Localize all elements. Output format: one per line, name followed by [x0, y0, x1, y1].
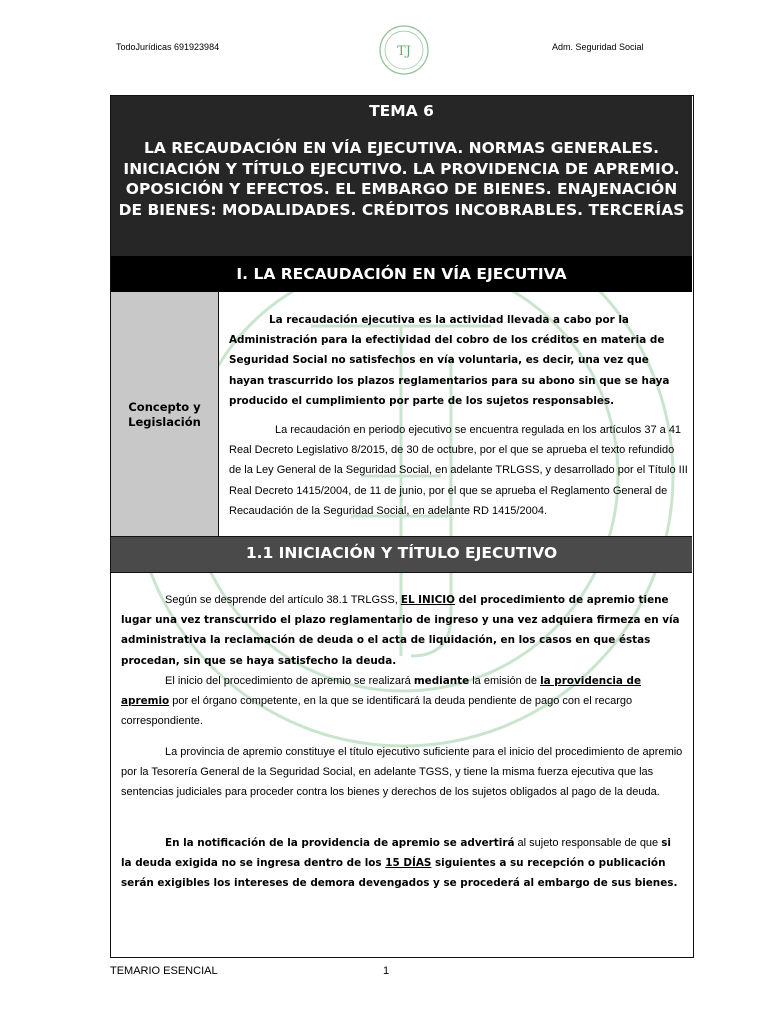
concept-paragraph: La recaudación ejecutiva es la actividad llevada a cabo por la Administración para la efectividad del cobro de los créditos en materia de Seguridad Social no satisfechos en vía voluntaria, es decir, una vez que hayan trascurrido los plazos reglamentarios para su abono sin que se haya producido el cumplimiento por parte de los sujetos responsables.	[229, 314, 670, 407]
section-heading: I. LA RECAUDACIÓN EN VÍA EJECUTIVA	[111, 256, 692, 292]
logo-seal-icon	[378, 24, 430, 76]
legislation-paragraph: La recaudación en periodo ejecutivo se encuentra regulada en los artículos 37 a 41 Real Decreto Legislativo 8/2015, de 30 de octubre, por el que se aprueba el texto refundido de la Ley General de la Seguridad Social, en adelante TRLGSS, y desarrollado por el Título III Real Decreto 1415/2004, de 11 de junio, por el que se aprueba el Reglamento General de Recaudación de la Seguridad Social, en adelante RD 1415/2004.	[229, 424, 688, 517]
topic-number: TEMA 6	[369, 102, 434, 120]
footer-title: TEMARIO ESENCIAL	[110, 965, 218, 977]
side-label: Concepto y Legislación	[128, 400, 201, 429]
header-right-text: Adm. Seguridad Social	[552, 42, 644, 52]
header-left-text: TodoJurídicas 691923984	[116, 42, 220, 52]
topic-header	[111, 96, 692, 256]
notification-paragraph: En la notificación de la providencia de apremio se advertirá al sujeto responsable de que si la deuda exigida no se ingresa dentro de los 15 DÍAS siguientes a su recepción o publicación serán exigibles los intereses de demora devengados y se procederá al embargo de sus bienes.	[121, 837, 678, 890]
subsection-heading: 1.1 INICIACIÓN Y TÍTULO EJECUTIVO	[111, 536, 692, 573]
svg-text:TJ: TJ	[397, 44, 411, 59]
initiation-paragraph: Según se desprende del artículo 38.1 TRLGSS, EL INICIO del procedimiento de apremio tiene lugar una vez transcurrido el plazo reglamentario de ingreso y una vez adquiera firmeza en vía administrativa la reclamación de deuda o el acta de liquidación, en los casos en que éstas procedan, sin que se haya satisfecho la deuda.	[121, 594, 680, 667]
topic-title: LA RECAUDACIÓN EN VÍA EJECUTIVA. NORMAS GENERALES. INICIACIÓN Y TÍTULO EJECUTIVO. LA PROVIDENCIA DE APREMIO. OPOSICIÓN Y EFECTOS. EL EMBARGO DE BIENES. ENAJENACIÓN DE BIENES: MODALIDADES. CRÉDITOS INCOBRABLES. TERCERÍAS	[118, 139, 685, 219]
side-label-cell	[111, 292, 219, 536]
titulo-ejecutivo-paragraph: La provincia de apremio constituye el título ejecutivo suficiente para el inicio del procedimiento de apremio por la Tesorería General de la Seguridad Social, en adelante TGSS, y tiene la misma fuerza ejecutiva que las sentencias judiciales para proceder contra los bienes y derechos de los sujetos obligados al pago de la deuda.	[121, 746, 683, 799]
content-frame	[110, 95, 694, 958]
page-number: 1	[383, 965, 390, 977]
providencia-paragraph: El inicio del procedimiento de apremio se realizará mediante la emisión de la providencia de apremio por el órgano competente, en la que se identificará la deuda pendiente de pago con el recargo correspondiente.	[121, 675, 642, 728]
